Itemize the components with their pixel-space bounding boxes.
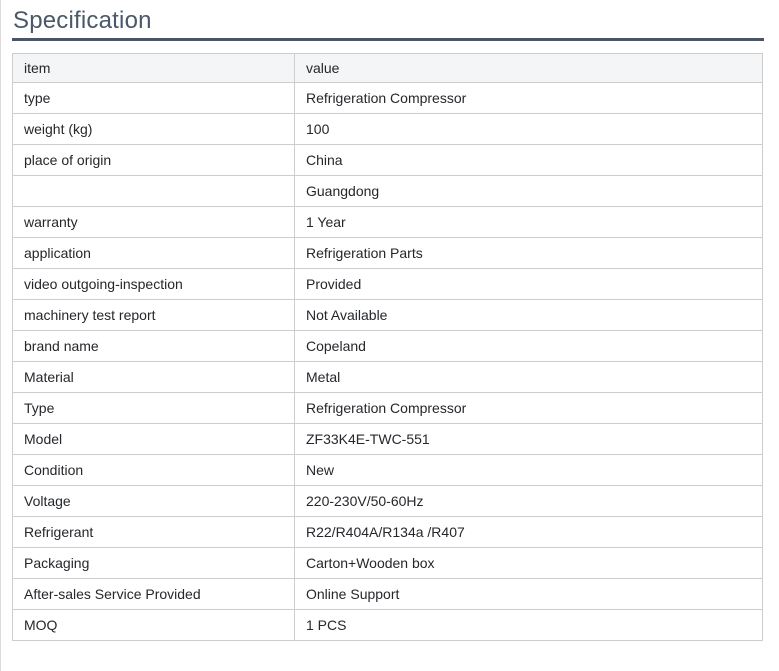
item-cell: brand name: [13, 331, 295, 362]
value-cell: Online Support: [295, 579, 763, 610]
item-cell: [13, 176, 295, 207]
table-row: [13, 83, 763, 114]
title-rule: [12, 38, 764, 41]
table-row: [13, 300, 763, 331]
value-cell: Metal: [295, 362, 763, 393]
item-cell: Model: [13, 424, 295, 455]
table-row: [13, 517, 763, 548]
value-cell: Refrigeration Compressor: [295, 83, 763, 114]
item-cell: application: [13, 238, 295, 269]
table-row: [13, 238, 763, 269]
value-cell: Guangdong: [295, 176, 763, 207]
item-cell: Type: [13, 393, 295, 424]
specification-table: [12, 53, 763, 641]
value-cell: Provided: [295, 269, 763, 300]
table-row: [13, 579, 763, 610]
table-row: [13, 362, 763, 393]
table-row: [13, 393, 763, 424]
page-title: Specification: [13, 7, 152, 34]
table-row: [13, 269, 763, 300]
table-row: [13, 455, 763, 486]
value-cell: New: [295, 455, 763, 486]
item-cell: machinery test report: [13, 300, 295, 331]
value-cell: 1 PCS: [295, 610, 763, 641]
item-cell: video outgoing-inspection: [13, 269, 295, 300]
value-cell: 220-230V/50-60Hz: [295, 486, 763, 517]
table-row: [13, 486, 763, 517]
item-cell: type: [13, 83, 295, 114]
value-cell: China: [295, 145, 763, 176]
table-row: [13, 145, 763, 176]
item-cell: Packaging: [13, 548, 295, 579]
value-cell: R22/R404A/R134a /R407: [295, 517, 763, 548]
item-cell: Voltage: [13, 486, 295, 517]
table-row: [13, 114, 763, 145]
item-cell: warranty: [13, 207, 295, 238]
value-cell: 100: [295, 114, 763, 145]
table-row: [13, 424, 763, 455]
value-cell: ZF33K4E-TWC-551: [295, 424, 763, 455]
item-cell: Condition: [13, 455, 295, 486]
table-row: [13, 207, 763, 238]
specification-section: [0, 53, 779, 641]
spec-table-body: [13, 83, 763, 641]
table-row: [13, 548, 763, 579]
item-cell: MOQ: [13, 610, 295, 641]
table-header-row: [13, 54, 763, 83]
value-cell: 1 Year: [295, 207, 763, 238]
column-header-item: item: [13, 54, 295, 83]
table-row: [13, 176, 763, 207]
item-cell: Material: [13, 362, 295, 393]
item-cell: place of origin: [13, 145, 295, 176]
column-header-value: value: [295, 54, 763, 83]
table-row: [13, 331, 763, 362]
value-cell: Copeland: [295, 331, 763, 362]
item-cell: weight (kg): [13, 114, 295, 145]
value-cell: Refrigeration Parts: [295, 238, 763, 269]
value-cell: Not Available: [295, 300, 763, 331]
value-cell: Carton+Wooden box: [295, 548, 763, 579]
item-cell: After-sales Service Provided: [13, 579, 295, 610]
item-cell: Refrigerant: [13, 517, 295, 548]
table-row: [13, 610, 763, 641]
page-left-edge-line: [0, 0, 1, 671]
value-cell: Refrigeration Compressor: [295, 393, 763, 424]
page-header: [0, 0, 779, 41]
